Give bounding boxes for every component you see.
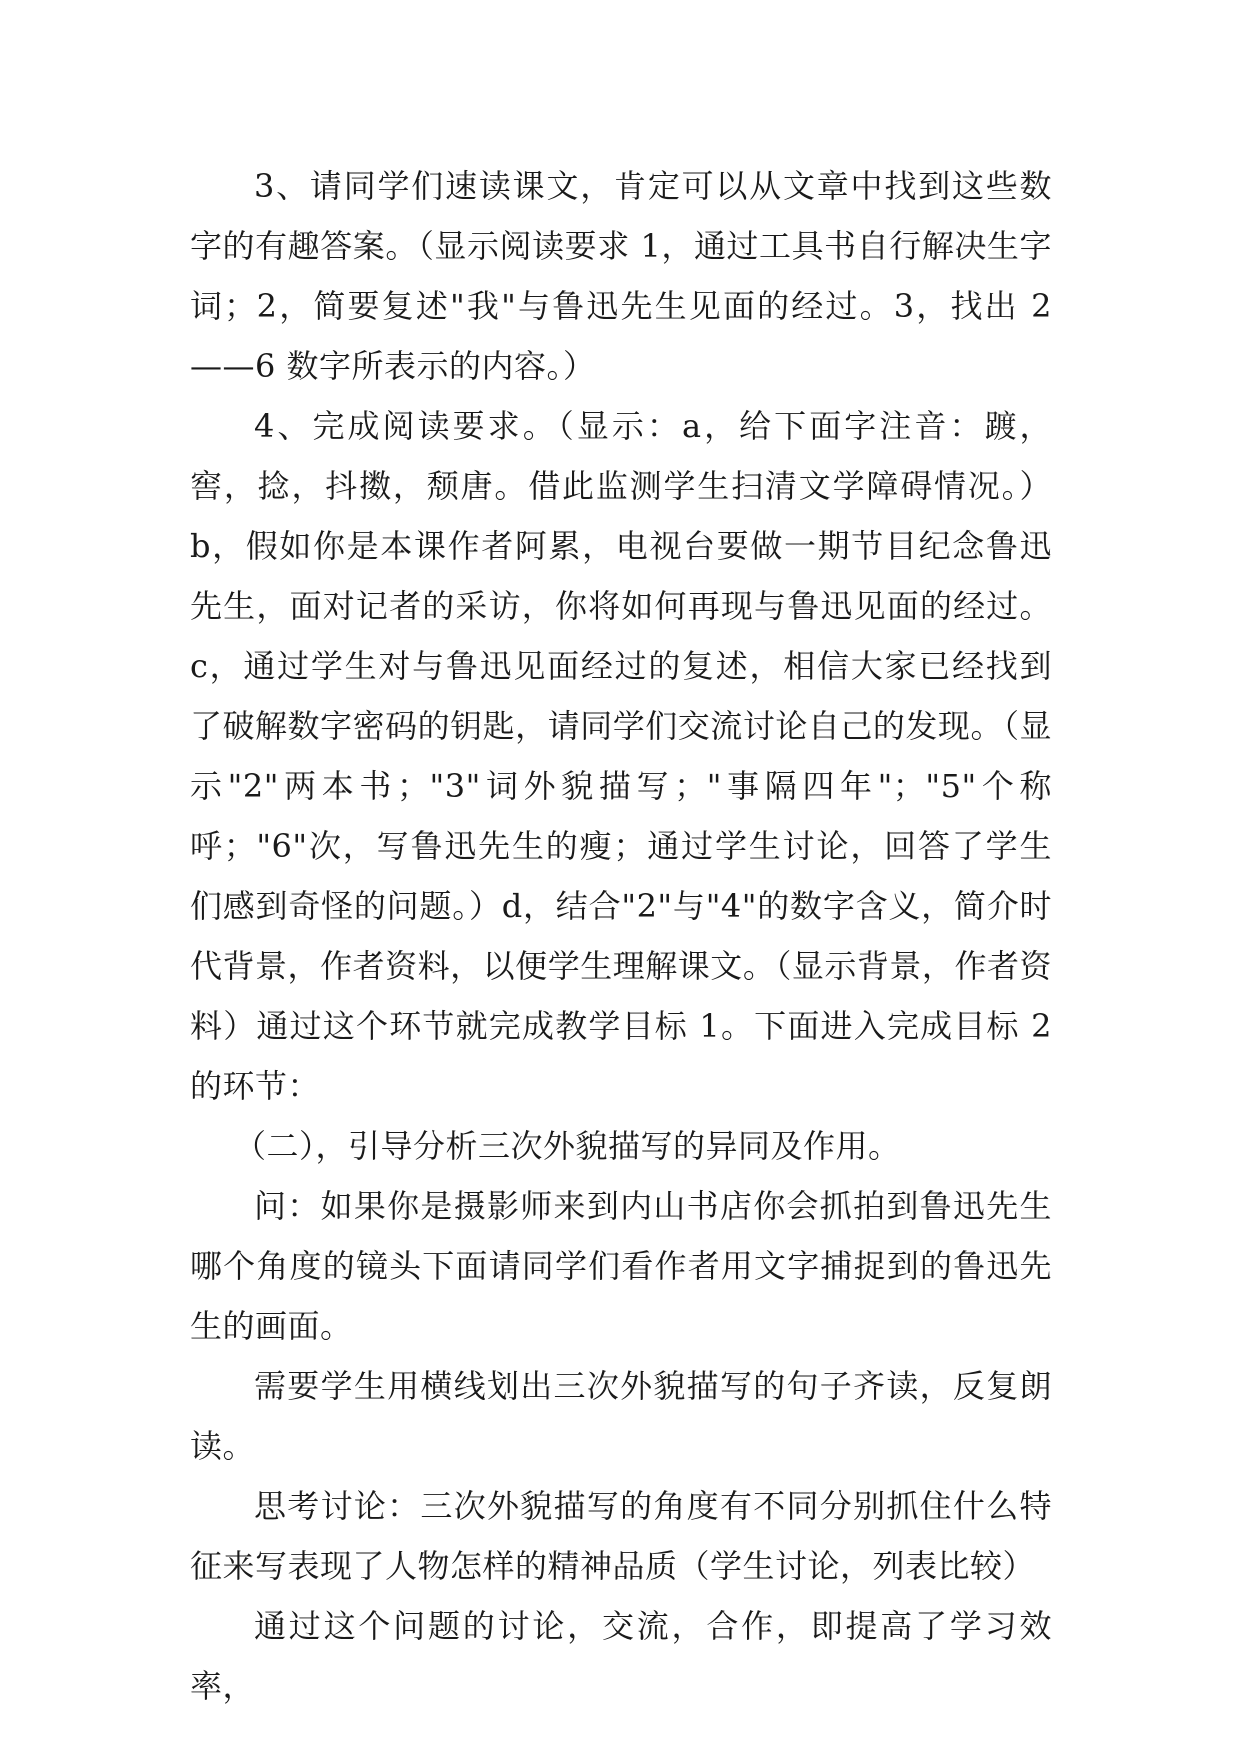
paragraph-photographer-question: 问：如果你是摄影师来到内山书店你会抓拍到鲁迅先生哪个角度的镜头下面请同学们看作者用文字捕捉到的鲁迅先生的画面。 bbox=[190, 1187, 1052, 1345]
paragraph-complete-reading: 4、完成阅读要求。（显示：a，给下面字注音：踱，窖，捻，抖擞，颓唐。借此监测学生扫清文学障碍情况。）b，假如你是本课作者阿累，电视台要做一期节目纪念鲁迅先生，面对记者的采访，你将如何再现与鲁迅见面的经过。c，通过学生对与鲁迅见面经过的复述，相信大家已经找到了破解数字密码的钥匙，请同学们交流讨论自己的发现。（显示"2"两本书；"3"词外貌描写；"事隔四年"；"5"个称呼；"6"次，写鲁迅先生的瘦；通过学生讨论，回答了学生们感到奇怪的问题。）d，结合"2"与"4"的数字含义，简介时代背景，作者资料，以便学生理解课文。（显示背景，作者资料）通过这个环节就完成教学目标 1。下面进入完成目标 2 的环节： bbox=[190, 407, 1063, 1105]
paragraph-underline-reading: 需要学生用横线划出三次外貌描写的句子齐读，反复朗读。 bbox=[190, 1367, 1052, 1465]
section-heading: （二），引导分析三次外貌描写的异同及作用。 bbox=[234, 1127, 901, 1165]
paragraph-reading-requirements: 3、请同学们速读课文，肯定可以从文章中找到这些数字的有趣答案。（显示阅读要求 1，通过工具书自行解决生字词；2，简要复述"我"与鲁迅先生见面的经过。3，找出 2——6 数字所表示的内容。） bbox=[190, 167, 1052, 385]
document-body bbox=[190, 156, 1063, 1716]
paragraph-conclusion: 通过这个问题的讨论，交流，合作，即提高了学习效率， bbox=[190, 1607, 1052, 1705]
paragraph-discussion: 思考讨论：三次外貌描写的角度有不同分别抓住什么特征来写表现了人物怎样的精神品质（学生讨论，列表比较） bbox=[190, 1487, 1052, 1585]
